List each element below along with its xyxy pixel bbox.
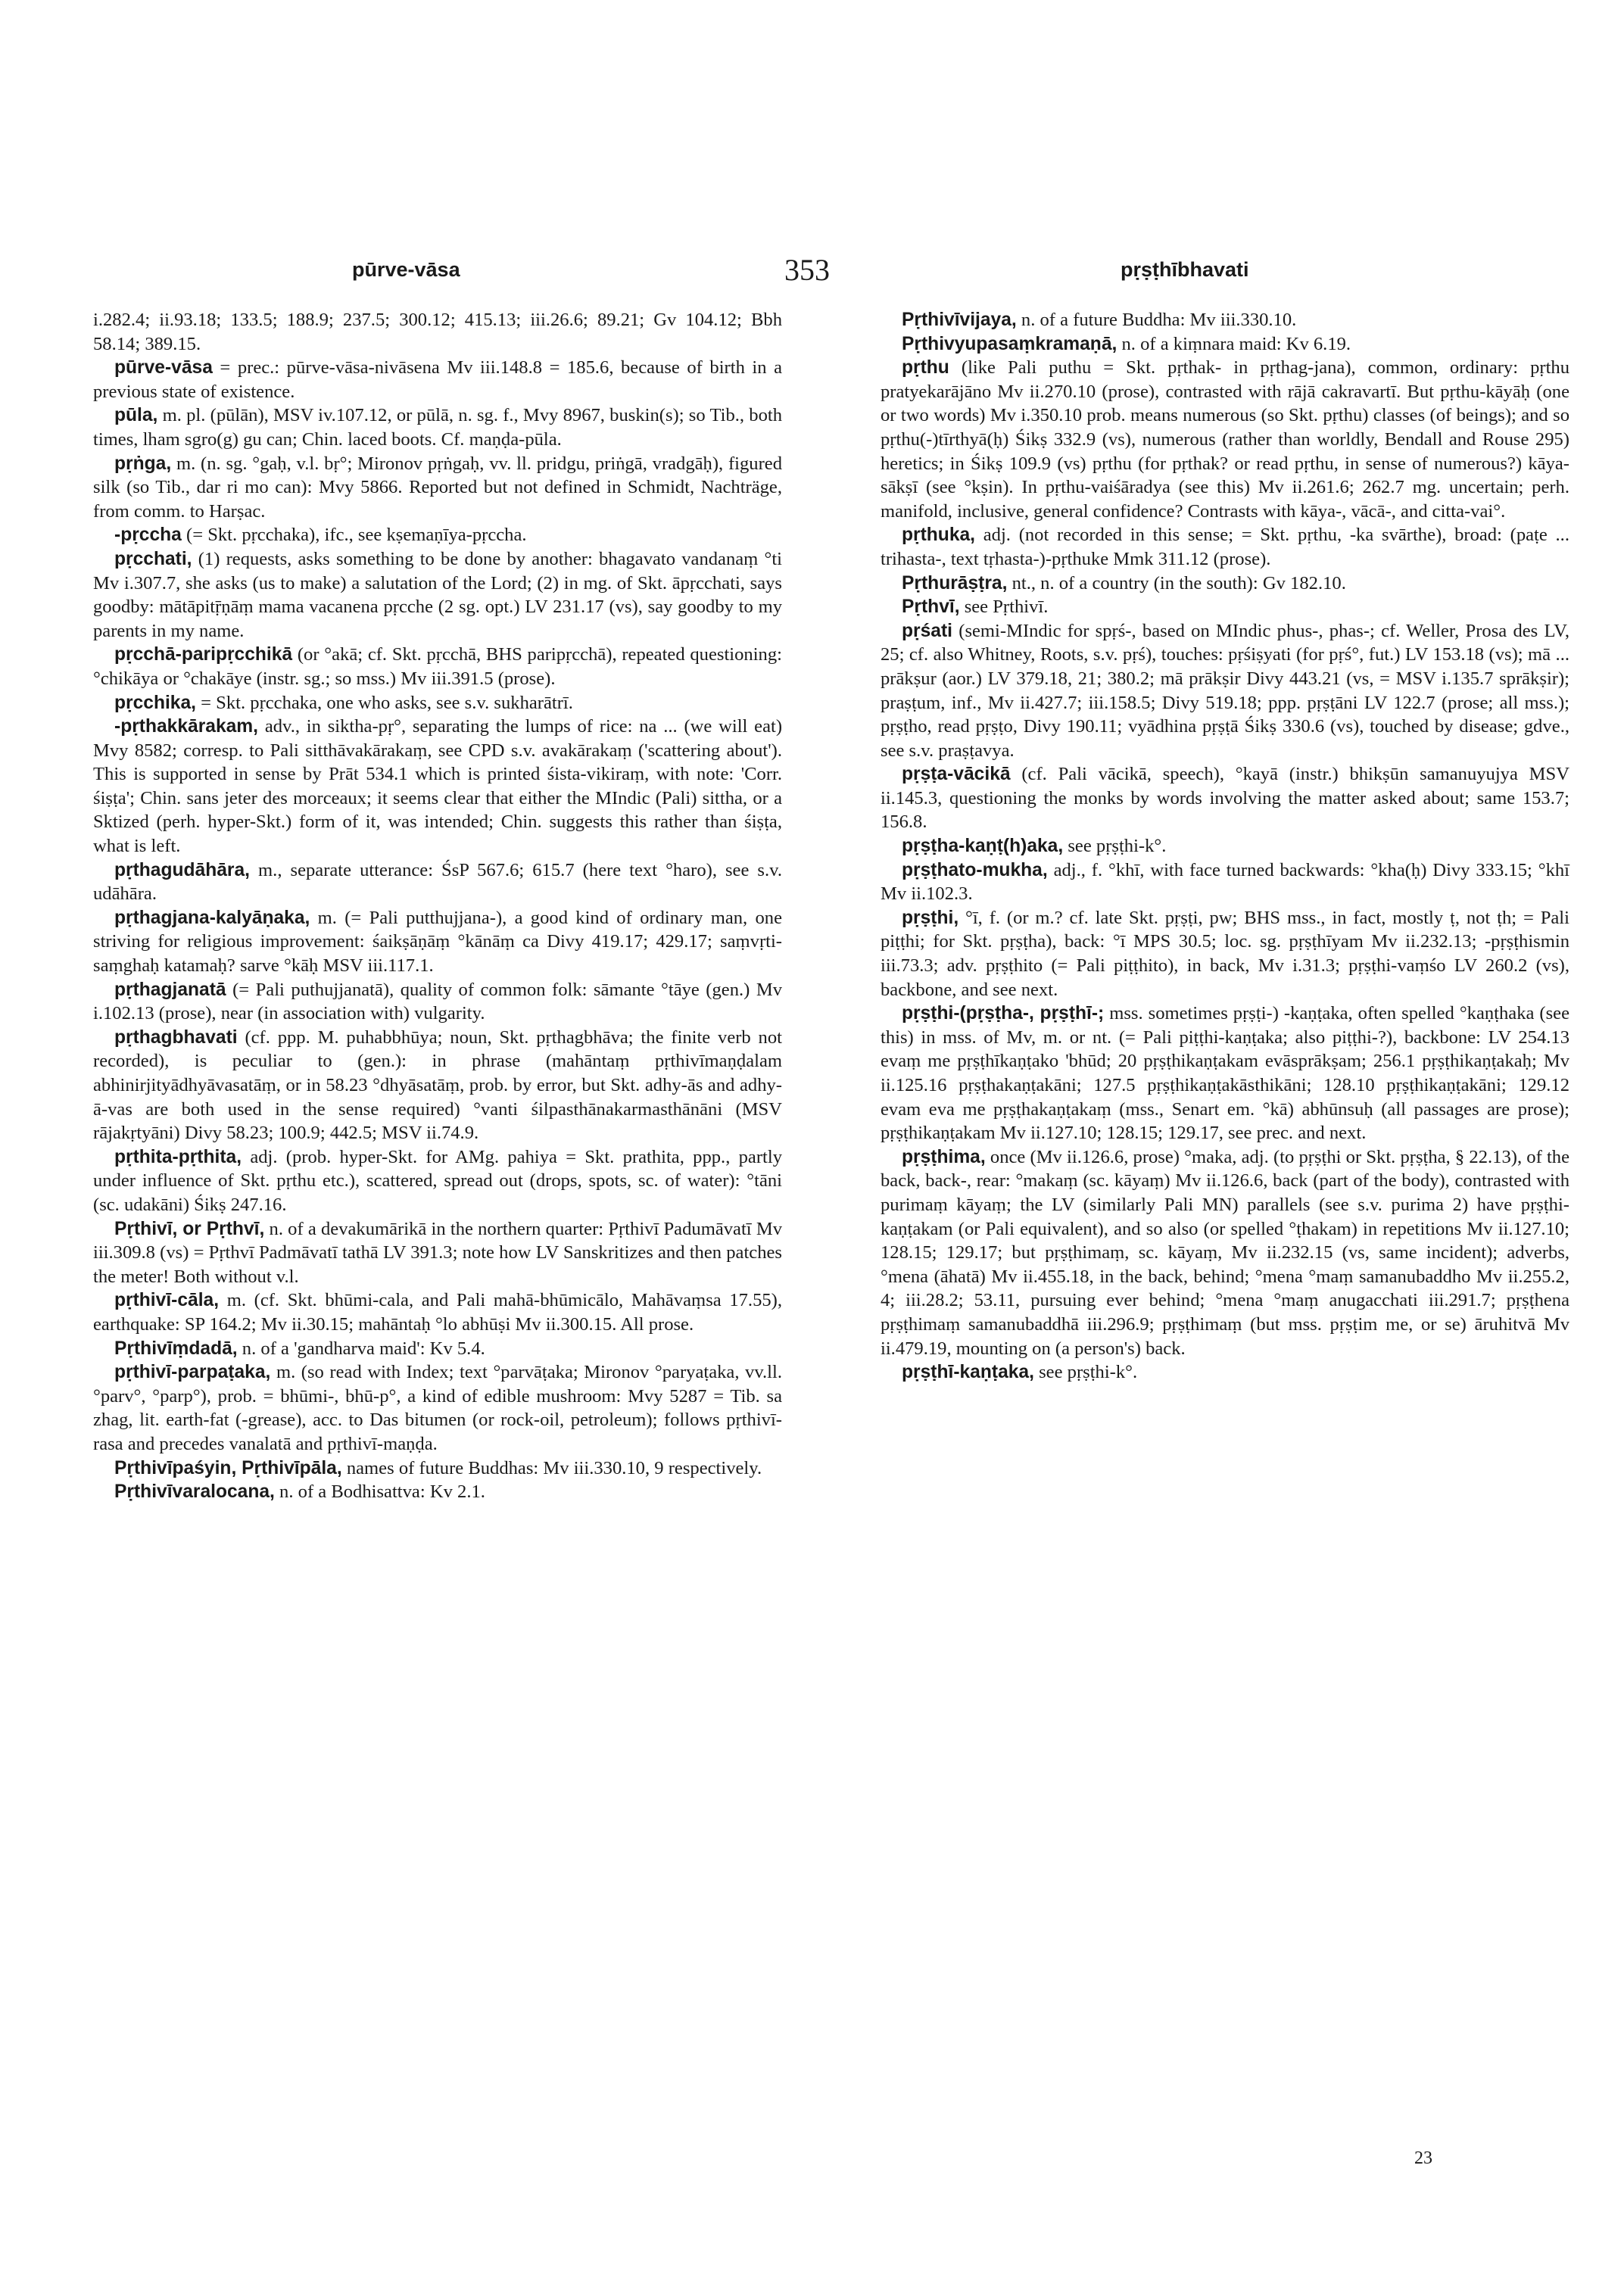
entry-headword: pṛthivī-parpaṭaka, xyxy=(114,1362,271,1383)
entry-headword: pṛṣṭa-vācikā xyxy=(902,764,1011,785)
entry-headword: Pṛthvī, xyxy=(902,597,960,618)
left-column xyxy=(93,308,782,1504)
entry-text: mss. sometimes pṛṣṭi-) -kaṇṭaka, often spelled °kaṇṭhaka (see this) in mss. of Mv, m. or nt. (= Pali piṭṭhi-kaṇṭaka; also piṭṭhi-?), backbone: LV 254.13 evaṃ me pṛṣṭhīkaṇṭako 'bhūd; 20 pṛṣṭhikaṇṭakam evāsprākṣam; 256.1 pṛṣṭhikaṇṭakaḥ; Mv ii.125.16 pṛṣṭhakaṇṭakāni; 127.5 pṛṣṭhikaṇṭakāsthikāni; 128.10 pṛṣṭhikaṇṭakāni; 129.12 evam eva me pṛṣṭhakaṇṭakaṃ (mss., Senart em. °kā) abhūnsuḥ (all passages are prose); pṛṣṭhikaṇṭakam Mv ii.127.10; 128.15; 129.17, see prec. and next. xyxy=(881,1003,1569,1144)
folio-signature: 23 xyxy=(1414,2148,1432,2168)
entry-headword: pṛthagudāhāra, xyxy=(114,859,251,880)
running-head xyxy=(0,252,1624,290)
dictionary-entry xyxy=(93,523,782,547)
entry-text: = prec.: pūrve-vāsa-nivāsena Mv iii.148.8 = 185.6, because of birth in a previous state of existence. xyxy=(93,357,782,402)
entry-headword: Pṛthurāṣṭra, xyxy=(902,572,1008,594)
dictionary-entry xyxy=(93,643,782,690)
dictionary-entry xyxy=(93,1145,782,1217)
entry-headword: pṛṣṭhi, xyxy=(902,907,959,928)
entry-headword: pṛthivī-cāla, xyxy=(114,1290,220,1311)
entry-text: (or °akā; cf. Skt. pṛcchā, BHS paripṛcchā), repeated questioning: °chikāya or °chakāye (instr. sg.; so mss.) Mv iii.391.5 (prose). xyxy=(93,644,782,689)
dictionary-entry xyxy=(93,1360,782,1456)
entry-text: (= Skt. pṛcchaka), ifc., see kṣemaṇīya-pṛccha. xyxy=(186,525,527,546)
entry-text: n. of a devakumārikā in the northern quarter: Pṛthivī Padumāvatī Mv iii.309.8 (vs) = Pṛthvī Padmāvatī tathā LV 391.3; note how LV Sanskritizes and then patches the meter! Both without v.l. xyxy=(93,1218,782,1287)
page-number: 353 xyxy=(784,253,830,287)
entry-text: m. (= Pali putthujjana-), a good kind of ordinary man, one striving for religious improvement: śaikṣāṇāṃ °kānāṃ ca Divy 419.17; 429.17; saṃvṛti-saṃghaḥ katamaḥ? sarve °kāḥ MSV iii.117.1. xyxy=(93,907,782,977)
dictionary-entry xyxy=(93,1337,782,1361)
entry-headword: pṛśati xyxy=(902,620,952,641)
entry-text: names of future Buddhas: Mv iii.330.10, 9 respectively. xyxy=(346,1457,762,1478)
dictionary-entry xyxy=(93,452,782,524)
entry-text: m., separate utterance: ŚsP 567.6; 615.7 (here text °haro), see s.v. udāhāra. xyxy=(93,859,782,905)
entry-text: (1) requests, asks something to be done by another: bhagavato vandanaṃ °ti Mv i.307.7, she asks (us to make) a salutation of the Lord; (2) in mg. of Skt. āpṛcchati, says goodby: mātāpitṝṇāṃ mama vacanena pṛcche (2 sg. opt.) LV 231.17 (vs), say goodby to my parents in my name. xyxy=(93,548,783,641)
entry-text: adj. (prob. hyper-Skt. for AMg. pahiya = Skt. prathita, ppp., partly under influence of Skt. pṛthu etc.), scattered, spread out (drops, spots, sc. of water): °tāni (sc. udakāni) Śikṣ 247.16. xyxy=(93,1146,782,1215)
dictionary-entry xyxy=(881,762,1569,834)
running-head-left: pūrve-vāsa xyxy=(352,258,460,281)
dictionary-entry xyxy=(881,356,1569,523)
entry-text: see Pṛthivī. xyxy=(964,597,1049,618)
dictionary-entry xyxy=(93,1456,782,1481)
dictionary-entry xyxy=(93,715,782,858)
dictionary-entry xyxy=(93,403,782,451)
entry-headword: pṛṣṭha-kaṇṭ(h)aka, xyxy=(902,836,1064,857)
entry-headword: Pṛthivī, or Pṛthvī, xyxy=(114,1218,265,1239)
dictionary-entry xyxy=(881,595,1569,619)
entry-text: adj. (not recorded in this sense; = Skt. pṛthu, -ka svārthe), broad: (paṭe ... trihasta-, text tṛhasta-)-pṛthuke Mmk 311.12 (prose). xyxy=(881,525,1569,569)
entry-headword: pṛcchā-paripṛcchikā xyxy=(114,644,293,665)
dictionary-entry xyxy=(93,547,782,643)
dictionary-entry xyxy=(93,691,782,715)
dictionary-entry xyxy=(881,1002,1569,1145)
entry-text: adv., in siktha-pṛ°, separating the lumps of rice: na ... (we will eat) Mvy 8582; corresp. to Pali sitthāvakārakaṃ, see CPD s.v. avakārakaṃ ('scattering about'). This is supported in sense by Prāt 534.1 which is printed śista-vikiraṃ, with note: 'Corr. śiṣṭa'; Chin. sans jeter des morceaux; it seems clear that either the MIndic (Pali) sittha, or a Sktized (perh. hyper-Skt.) form of it, was intended; Chin. suggests this rather than śiṣṭa, what is left. xyxy=(93,716,783,857)
entry-text: (like Pali puthu = Skt. pṛthak- in pṛthag-jana), common, ordinary: pṛthu pratyekarājāno Mv ii.270.10 (prose), contrasted with rājā cakravartī. But pṛthu-kāyāḥ (one or two words) Mv i.350.10 prob. means numerous (so Skt. pṛthu) classes (of beings); and so pṛthu(-)tīrthyā(ḥ) Śikṣ 332.9 (vs), numerous (rather than worldly, Bendall and Rouse 295) heretics; in Śikṣ 109.9 (vs) pṛthu (for pṛthak? or read pṛthu, in sense of numerous?) kāya-sākṣī (see °kṣin). In pṛthu-vaiśāradya (see this) Mv ii.261.6; 262.7 mg. uncertain; perh. manifold, inclusive, general confidence? Contrasts with kāya-, vācā-, and citta-vai°. xyxy=(881,357,1570,522)
entry-text: n. of a kiṃnara maid: Kv 6.19. xyxy=(1121,333,1351,354)
dictionary-entry xyxy=(93,858,782,906)
dictionary-entry xyxy=(881,1145,1569,1360)
entry-text: m. pl. (pūlān), MSV iv.107.12, or pūlā, n. sg. f., Mvy 8967, buskin(s); so Tib., both times, lham sgro(g) gu can; Chin. laced boots. Cf. maṇḍa-pūla. xyxy=(93,405,782,450)
dictionary-entry xyxy=(93,308,782,356)
entry-headword: pṛthu xyxy=(902,357,949,379)
entry-headword: Pṛthivīvijaya, xyxy=(902,310,1017,330)
entry-headword: pṛṅga, xyxy=(114,453,172,474)
right-column xyxy=(881,308,1569,1385)
entry-headword: pṛṣṭhī-kaṇṭaka, xyxy=(902,1362,1034,1383)
entry-text: m. (cf. Skt. bhūmi-cala, and Pali mahā-bhūmicālo, Mahāvaṃsa 17.55), earthquake: SP 164.2; Mv ii.30.15; mahāntaḥ °lo abhūṣi Mv ii.300.15. All prose. xyxy=(93,1290,782,1335)
running-head-right: pṛṣṭhībhavati xyxy=(1121,258,1249,281)
dictionary-entry xyxy=(93,1288,782,1336)
entry-headword: pṛcchika, xyxy=(114,692,196,713)
entry-text: (= Pali puthujjanatā), quality of common folk: sāmante °tāye (gen.) Mv i.102.13 (prose), near (in association with) vulgarity. xyxy=(93,979,782,1024)
entry-headword: pṛthagbhavati xyxy=(114,1027,238,1048)
dictionary-entry xyxy=(881,906,1569,1002)
entry-headword: Pṛthivīvaralocana, xyxy=(114,1481,275,1503)
entry-headword: pṛthagjana-kalyāṇaka, xyxy=(114,907,310,928)
dictionary-entry xyxy=(93,1217,782,1289)
entry-headword: pṛthuka, xyxy=(902,525,976,546)
entry-text: (cf. ppp. M. puhabbhūya; noun, Skt. pṛthagbhāva; the finite verb not recorded), is peculiar to (gen.): in phrase (mahāntaṃ pṛthivīmaṇḍalam abhinirjityādhyāvasatāṃ, or in 58.23 °dhyāsatāṃ, prob. by error, but Skt. adhy-ās and adhy-ā-vas are both used in the sense required) °vanti śilpasthānakarmasthānāni (MSV rājakṛtyāni) Divy 58.23; 100.9; 442.5; MSV ii.74.9. xyxy=(93,1027,782,1144)
entry-headword: pṛṣṭhi-(pṛṣṭha-, pṛṣṭhī-; xyxy=(902,1003,1105,1024)
entry-headword: Pṛthivīpaśyin, Pṛthivīpāla, xyxy=(114,1457,342,1478)
entry-text: i.282.4; ii.93.18; 133.5; 188.9; 237.5; 300.12; 415.13; iii.26.6; 89.21; Gv 104.12; Bbh 58.14; 389.15. xyxy=(93,310,782,354)
dictionary-entry xyxy=(881,523,1569,571)
entry-headword: pūrve-vāsa xyxy=(114,357,213,379)
entry-headword: -pṛthakkārakam, xyxy=(114,716,259,737)
entry-text: see pṛṣṭhi-k°. xyxy=(1068,836,1167,857)
dictionary-entry xyxy=(93,1480,782,1504)
entry-text: once (Mv ii.126.6, prose) °maka, adj. (to pṛṣṭhi or Skt. pṛṣṭha, § 22.13), of the back, back-, rear: °makaṃ (sc. kāyaṃ) Mv ii.126.6, back (part of the body), contrasted with purimaṃ kāyaṃ; the LV (similarly Pali MN) parallels (see s.v. purima 2) have pṛṣṭhi-kaṇṭakam (or Pali equivalent), and so also (or spelled °ṭhakam) in repetitions Mv ii.127.10; 128.15; 129.17; but pṛṣṭhimaṃ, sc. kāyaṃ, Mv ii.232.15 (vs, same incident); adverbs, °mena (āhatā) Mv ii.455.18, in the back, behind; °mena °maṃ samanubaddho Mv ii.255.2, 4; iii.28.2; 53.11, pursuing ever behind; °mena °maṃ anugacchati iii.291.7; pṛṣṭhena pṛṣṭhimaṃ samanubaddhā iii.296.9; pṛṣṭhimaṃ (but mss. pṛṣṭim me, or se) āruhitvā Mv ii.479.19, mounting on (a person's) back. xyxy=(881,1146,1569,1359)
dictionary-entry xyxy=(881,858,1569,906)
entry-text: (semi-MIndic for spṛś-, based on MIndic phus-, phas-; cf. Weller, Prosa des LV, 25; cf. also Whitney, Roots, s.v. pṛś), touches: pṛśiṣyati (for pṛś°, fut.) LV 153.18 (vs); mā ... prākṣur (aor.) LV 379.18, 21; 380.2; mā prākṣir Divy 443.21 (vs, = MSV i.135.7 sprākṣir); praṣṭum, inf., Mv ii.427.7; iii.158.5; Divy 519.18; ppp. pṛṣṭāni LV 122.7 (prose; all mss.); pṛṣṭho, read pṛṣṭo, Divy 190.11; vyādhina pṛṣṭā Śikṣ 330.6 (vs), touched by disease; gdve., see s.v. praṣṭavya. xyxy=(881,620,1569,761)
dictionary-entry xyxy=(881,834,1569,858)
entry-text: n. of a future Buddha: Mv iii.330.10. xyxy=(1021,310,1297,330)
entry-text: adj., f. °khī, with face turned backwards: °kha(ḥ) Divy 333.15; °khī Mv ii.102.3. xyxy=(881,859,1570,905)
entry-text: m. (n. sg. °gaḥ, v.l. bṛ°; Mironov pṛṅgaḥ, vv. ll. pridgu, priṅgā, vradgāḥ), figured silk (so Tib., dar ri mo can): Mvy 5866. Reported but not defined in Schmidt, Nachträge, from comm. to Harṣac. xyxy=(93,453,782,522)
dictionary-entry xyxy=(881,308,1569,332)
dictionary-entry xyxy=(93,1026,782,1145)
dictionary-entry xyxy=(881,1360,1569,1385)
dictionary-entry xyxy=(93,978,782,1026)
dictionary-entry xyxy=(93,356,782,403)
entry-text: m. (so read with Index; text °parvāṭaka; Mironov °paryaṭaka, vv.ll. °parv°, °parp°), prob. = bhūmi-, bhū-p°, a kind of edible mushroom: Mvy 5287 = Tib. sa zhag, lit. earth-fat (-grease), acc. to Das bitumen (or rock-oil, petroleum); follows pṛthivī-rasa and precedes vanalatā and pṛthivī-maṇḍa. xyxy=(93,1362,783,1454)
dictionary-entry xyxy=(881,332,1569,357)
entry-headword: Pṛthivīṃdadā, xyxy=(114,1338,238,1359)
dictionary-entry xyxy=(881,619,1569,763)
entry-text: see pṛṣṭhi-k°. xyxy=(1039,1362,1138,1383)
entry-text: n. of a Bodhisattva: Kv 2.1. xyxy=(279,1481,485,1503)
entry-headword: pṛthita-pṛthita, xyxy=(114,1146,242,1167)
entry-text: n. of a 'gandharva maid': Kv 5.4. xyxy=(242,1338,485,1359)
entry-text: nt., n. of a country (in the south): Gv 182.10. xyxy=(1011,572,1346,594)
entry-headword: pṛthagjanatā xyxy=(114,979,226,1000)
entry-headword: -pṛccha xyxy=(114,525,182,546)
entry-headword: pṛṣṭhima, xyxy=(902,1146,986,1167)
dictionary-entry xyxy=(93,906,782,978)
entry-headword: Pṛthivyupasaṃkramaṇā, xyxy=(902,333,1117,354)
entry-headword: pṛṣṭhato-mukha, xyxy=(902,859,1048,880)
entry-headword: pūla, xyxy=(114,405,158,426)
entry-headword: pṛcchati, xyxy=(114,548,192,569)
dictionary-entry xyxy=(881,572,1569,596)
entry-text: = Skt. pṛcchaka, one who asks, see s.v. sukharātrī. xyxy=(201,692,573,713)
entry-text: °ī, f. (or m.? cf. late Skt. pṛṣṭi, pw; BHS mss., in fact, mostly ṭ, not ṭh; = Pali piṭṭhi; for Skt. pṛṣṭha), back: °ī MPS 30.5; loc. sg. pṛṣṭhīyam Mv ii.232.13; -pṛṣṭhismin iii.73.3; adv. pṛṣṭhito (= Pali piṭṭhito), in back, Mv i.31.3; pṛṣṭhi-vaṃśo LV 260.2 (vs), backbone, and see next. xyxy=(881,907,1569,1000)
entry-text: (cf. Pali vācikā, speech), °kayā (instr.) bhikṣūn samanuyujya MSV ii.145.3, questioning the monks by words involving the matter asked about; same 153.7; 156.8. xyxy=(881,764,1569,833)
